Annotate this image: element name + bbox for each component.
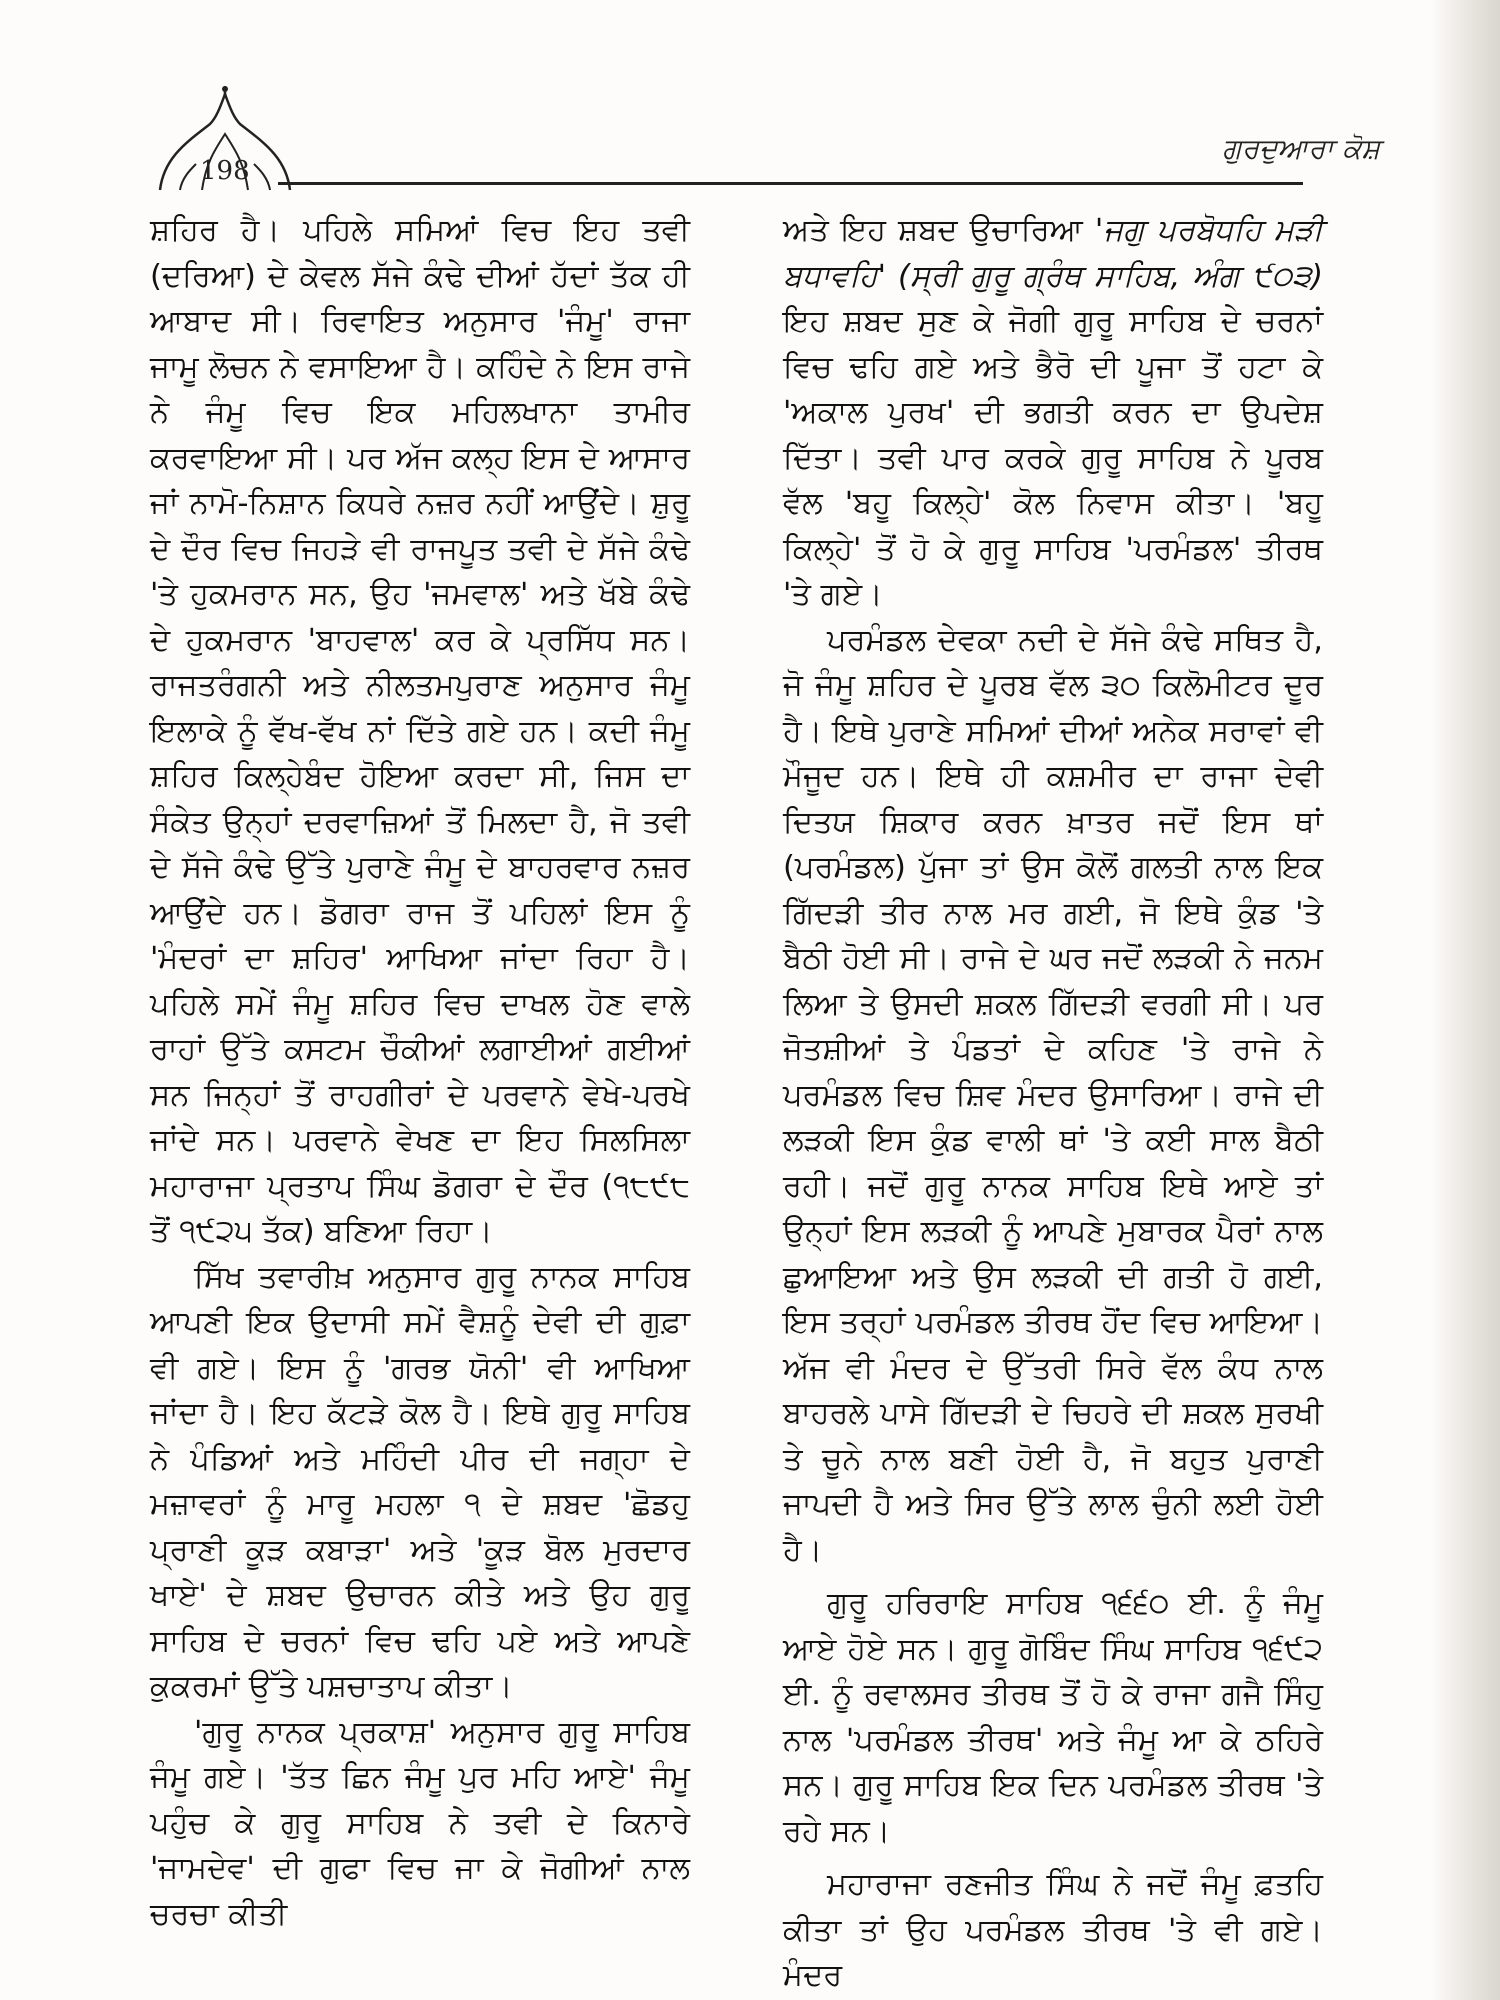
left-paragraph-3: 'ਗੁਰੂ ਨਾਨਕ ਪ੍ਰਕਾਸ਼' ਅਨੁਸਾਰ ਗੁਰੂ ਸਾਹਿਬ ਜੰਮੂ ਗਏ। 'ਤੱਤ ਛਿਨ ਜੰਮੂ ਪੁਰ ਮਹਿ ਆਏ' ਜੰਮੂ ਪਹੁੰਚ ਕੇ ਗੁਰੂ ਸਾਹਿਬ ਨੇ ਤਵੀ ਦੇ ਕਿਨਾਰੇ 'ਜਾਮਦੇਵ' ਦੀ ਗੁਫਾ ਵਿਚ ਜਾ ਕੇ ਜੋਗੀਆਂ ਨਾਲ ਚਰਚਾ ਕੀਤੀ [150,1714,690,1932]
running-head: ਗੁਰਦੁਆਰਾ ਕੋਸ਼ [1222,132,1380,165]
right-paragraph-3: ਗੁਰੂ ਹਰਿਰਾਇ ਸਾਹਿਬ ੧੬੬੦ ਈ. ਨੂੰ ਜੰਮੂ ਆਏ ਹੋਏ ਸਨ। ਗੁਰੂ ਗੋਬਿੰਦ ਸਿੰਘ ਸਾਹਿਬ ੧੬੯੨ ਈ. ਨੂੰ ਰਵਾਲਸਰ ਤੀਰਥ ਤੋਂ ਹੋ ਕੇ ਰਾਜਾ ਗਜੈ ਸਿੰਹੁ ਨਾਲ 'ਪਰਮੰਡਲ ਤੀਰਥ' ਅਤੇ ਜੰਮੂ ਆ ਕੇ ਠਹਿਰੇ ਸਨ। ਗੁਰੂ ਸਾਹਿਬ ਇਕ ਦਿਨ ਪਰਮੰਡਲ ਤੀਰਥ 'ਤੇ ਰਹੇ ਸਨ। [783,1586,1323,1849]
page-number: 198 [200,156,250,186]
left-column [150,208,690,1937]
right-paragraph-1-rest: ਇਹ ਸ਼ਬਦ ਸੁਣ ਕੇ ਜੋਗੀ ਗੁਰੂ ਸਾਹਿਬ ਦੇ ਚਰਨਾਂ ਵਿਚ ਢਹਿ ਗਏ ਅਤੇ ਭੈਰੋ ਦੀ ਪੂਜਾ ਤੋਂ ਹਟਾ ਕੇ 'ਅਕਾਲ ਪੁਰਖ' ਦੀ ਭਗਤੀ ਕਰਨ ਦਾ ਉਪਦੇਸ਼ ਦਿੱਤਾ। ਤਵੀ ਪਾਰ ਕਰਕੇ ਗੁਰੂ ਸਾਹਿਬ ਨੇ ਪੂਰਬ ਵੱਲ 'ਬਹੂ ਕਿਲ੍ਹੇ' ਕੋਲ ਨਿਵਾਸ ਕੀਤਾ। 'ਬਹੂ ਕਿਲ੍ਹੇ' ਤੋਂ ਹੋ ਕੇ ਗੁਰੂ ਸਾਹਿਬ 'ਪਰਮੰਡਲ' ਤੀਰਥ 'ਤੇ ਗਏ। [783,304,1323,612]
right-paragraph-4: ਮਹਾਰਾਜਾ ਰਣਜੀਤ ਸਿੰਘ ਨੇ ਜਦੋਂ ਜੰਮੂ ਫ਼ਤਹਿ ਕੀਤਾ ਤਾਂ ਉਹ ਪਰਮੰਡਲ ਤੀਰਥ 'ਤੇ ਵੀ ਗਏ। ਮੰਦਰ [783,1867,1323,1993]
right-paragraph-2: ਪਰਮੰਡਲ ਦੇਵਕਾ ਨਦੀ ਦੇ ਸੱਜੇ ਕੰਢੇ ਸਥਿਤ ਹੈ, ਜੋ ਜੰਮੂ ਸ਼ਹਿਰ ਦੇ ਪੂਰਬ ਵੱਲ ੩੦ ਕਿਲੋਮੀਟਰ ਦੂਰ ਹੈ। ਇਥੇ ਪੁਰਾਣੇ ਸਮਿਆਂ ਦੀਆਂ ਅਨੇਕ ਸਰਾਵਾਂ ਵੀ ਮੌਜੂਦ ਹਨ। ਇਥੇ ਹੀ ਕਸ਼ਮੀਰ ਦਾ ਰਾਜਾ ਦੇਵੀ ਦਿਤਯ ਸ਼ਿਕਾਰ ਕਰਨ ਖ਼ਾਤਰ ਜਦੋਂ ਇਸ ਥਾਂ (ਪਰਮੰਡਲ) ਪੁੱਜਾ ਤਾਂ ਉਸ ਕੋਲੋਂ ਗਲਤੀ ਨਾਲ ਇਕ ਗਿੱਦੜੀ ਤੀਰ ਨਾਲ ਮਰ ਗਈ, ਜੋ ਇਥੇ ਕੁੰਡ 'ਤੇ ਬੈਠੀ ਹੋਈ ਸੀ। ਰਾਜੇ ਦੇ ਘਰ ਜਦੋਂ ਲੜਕੀ ਨੇ ਜਨਮ ਲਿਆ ਤੇ ਉਸਦੀ ਸ਼ਕਲ ਗਿੱਦੜੀ ਵਰਗੀ ਸੀ। ਪਰ ਜੋਤਸ਼ੀਆਂ ਤੇ ਪੰਡਤਾਂ ਦੇ ਕਹਿਣ 'ਤੇ ਰਾਜੇ ਨੇ ਪਰਮੰਡਲ ਵਿਚ ਸ਼ਿਵ ਮੰਦਰ ਉਸਾਰਿਆ। ਰਾਜੇ ਦੀ ਲੜਕੀ ਇਸ ਕੁੰਡ ਵਾਲੀ ਥਾਂ 'ਤੇ ਕਈ ਸਾਲ ਬੈਠੀ ਰਹੀ। ਜਦੋਂ ਗੁਰੂ ਨਾਨਕ ਸਾਹਿਬ ਇਥੇ ਆਏ ਤਾਂ ਉਨ੍ਹਾਂ ਇਸ ਲੜਕੀ ਨੂੰ ਆਪਣੇ ਮੁਬਾਰਕ ਪੈਰਾਂ ਨਾਲ ਛੁਆਇਆ ਅਤੇ ਉਸ ਲੜਕੀ ਦੀ ਗਤੀ ਹੋ ਗਈ, ਇਸ ਤਰ੍ਹਾਂ ਪਰਮੰਡਲ ਤੀਰਥ ਹੋਂਦ ਵਿਚ ਆਇਆ। ਅੱਜ ਵੀ ਮੰਦਰ ਦੇ ਉੱਤਰੀ ਸਿਰੇ ਵੱਲ ਕੰਧ ਨਾਲ ਬਾਹਰਲੇ ਪਾਸੇ ਗਿੱਦੜੀ ਦੇ ਚਿਹਰੇ ਦੀ ਸ਼ਕਲ ਸੁਰਖੀ ਤੇ ਚੂਨੇ ਨਾਲ ਬਣੀ ਹੋਈ ਹੈ, ਜੋ ਬਹੁਤ ਪੁਰਾਣੀ ਜਾਪਦੀ ਹੈ ਅਤੇ ਸਿਰ ਉੱਤੇ ਲਾਲ ਚੁੰਨੀ ਲਈ ਹੋਈ ਹੈ। [783,622,1323,1568]
right-column [783,208,1323,1999]
left-paragraph-2: ਸਿੱਖ ਤਵਾਰੀਖ਼ ਅਨੁਸਾਰ ਗੁਰੂ ਨਾਨਕ ਸਾਹਿਬ ਆਪਣੀ ਇਕ ਉਦਾਸੀ ਸਮੇਂ ਵੈਸ਼ਨੂੰ ਦੇਵੀ ਦੀ ਗੁਫ਼ਾ ਵੀ ਗਏ। ਇਸ ਨੂੰ 'ਗਰਭ ਯੋਨੀ' ਵੀ ਆਖਿਆ ਜਾਂਦਾ ਹੈ। ਇਹ ਕੱਟੜੇ ਕੋਲ ਹੈ। ਇਥੇ ਗੁਰੂ ਸਾਹਿਬ ਨੇ ਪੰਡਿਆਂ ਅਤੇ ਮਹਿੰਦੀ ਪੀਰ ਦੀ ਜਗ੍ਹਾ ਦੇ ਮਜ਼ਾਵਰਾਂ ਨੂੰ ਮਾਰੂ ਮਹਲਾ ੧ ਦੇ ਸ਼ਬਦ 'ਛੋਡਹੁ ਪ੍ਰਾਣੀ ਕੂੜ ਕਬਾੜਾ' ਅਤੇ 'ਕੂੜ ਬੋਲ ਮੁਰਦਾਰ ਖਾਏ' ਦੇ ਸ਼ਬਦ ਉਚਾਰਨ ਕੀਤੇ ਅਤੇ ਉਹ ਗੁਰੂ ਸਾਹਿਬ ਦੇ ਚਰਨਾਂ ਵਿਚ ਢਹਿ ਪਏ ਅਤੇ ਆਪਣੇ ਕੁਕਰਮਾਂ ਉੱਤੇ ਪਸ਼ਚਾਤਾਪ ਕੀਤਾ। [150,1259,690,1704]
right-paragraph-1 [783,208,1323,618]
page-edge-shadow [1430,0,1500,2000]
page-header [150,86,1380,196]
scripture-quote: 'ਜਗੁ ਪਰਬੋਧਹਿ ਮੜੀ ਬਧਾਵਹਿ' (ਸ੍ਰੀ ਗੁਰੂ ਗ੍ਰੰਥ ਸਾਹਿਬ, ਅੰਗ ੯੦੩) [783,213,1323,294]
left-paragraph-1: ਸ਼ਹਿਰ ਹੈ। ਪਹਿਲੇ ਸਮਿਆਂ ਵਿਚ ਇਹ ਤਵੀ (ਦਰਿਆ) ਦੇ ਕੇਵਲ ਸੱਜੇ ਕੰਢੇ ਦੀਆਂ ਹੱਦਾਂ ਤੱਕ ਹੀ ਆਬਾਦ ਸੀ। ਰਿਵਾਇਤ ਅਨੁਸਾਰ 'ਜੰਮੂ' ਰਾਜਾ ਜਾਮੂ ਲੋਚਨ ਨੇ ਵਸਾਇਆ ਹੈ। ਕਹਿੰਦੇ ਨੇ ਇਸ ਰਾਜੇ ਨੇ ਜੰਮੂ ਵਿਚ ਇਕ ਮਹਿਲਖਾਨਾ ਤਾਮੀਰ ਕਰਵਾਇਆ ਸੀ। ਪਰ ਅੱਜ ਕਲ੍ਹ ਇਸ ਦੇ ਆਸਾਰ ਜਾਂ ਨਾਮੋ-ਨਿਸ਼ਾਨ ਕਿਧਰੇ ਨਜ਼ਰ ਨਹੀਂ ਆਉਂਦੇ। ਸ਼ੁਰੂ ਦੇ ਦੌਰ ਵਿਚ ਜਿਹੜੇ ਵੀ ਰਾਜਪੂਤ ਤਵੀ ਦੇ ਸੱਜੇ ਕੰਢੇ 'ਤੇ ਹੁਕਮਰਾਨ ਸਨ, ਉਹ 'ਜਮਵਾਲ' ਅਤੇ ਖੱਬੇ ਕੰਢੇ ਦੇ ਹੁਕਮਰਾਨ 'ਬਾਹਵਾਲ' ਕਰ ਕੇ ਪ੍ਰਸਿੱਧ ਸਨ। ਰਾਜਤਰੰਗਨੀ ਅਤੇ ਨੀਲਤਮਪੁਰਾਣ ਅਨੁਸਾਰ ਜੰਮੂ ਇਲਾਕੇ ਨੂੰ ਵੱਖ-ਵੱਖ ਨਾਂ ਦਿੱਤੇ ਗਏ ਹਨ। ਕਦੀ ਜੰਮੂ ਸ਼ਹਿਰ ਕਿਲ੍ਹੇਬੰਦ ਹੋਇਆ ਕਰਦਾ ਸੀ, ਜਿਸ ਦਾ ਸੰਕੇਤ ਉਨ੍ਹਾਂ ਦਰਵਾਜ਼ਿਆਂ ਤੋਂ ਮਿਲਦਾ ਹੈ, ਜੋ ਤਵੀ ਦੇ ਸੱਜੇ ਕੰਢੇ ਉੱਤੇ ਪੁਰਾਣੇ ਜੰਮੂ ਦੇ ਬਾਹਰਵਾਰ ਨਜ਼ਰ ਆਉਂਦੇ ਹਨ। ਡੋਗਰਾ ਰਾਜ ਤੋਂ ਪਹਿਲਾਂ ਇਸ ਨੂੰ 'ਮੰਦਰਾਂ ਦਾ ਸ਼ਹਿਰ' ਆਖਿਆ ਜਾਂਦਾ ਰਿਹਾ ਹੈ। ਪਹਿਲੇ ਸਮੇਂ ਜੰਮੂ ਸ਼ਹਿਰ ਵਿਚ ਦਾਖਲ ਹੋਣ ਵਾਲੇ ਰਾਹਾਂ ਉੱਤੇ ਕਸਟਮ ਚੌਕੀਆਂ ਲਗਾਈਆਂ ਗਈਆਂ ਸਨ ਜਿਨ੍ਹਾਂ ਤੋਂ ਰਾਹਗੀਰਾਂ ਦੇ ਪਰਵਾਨੇ ਵੇਖੇ-ਪਰਖੇ ਜਾਂਦੇ ਸਨ। ਪਰਵਾਨੇ ਵੇਖਣ ਦਾ ਇਹ ਸਿਲਸਿਲਾ ਮਹਾਰਾਜਾ ਪ੍ਰਤਾਪ ਸਿੰਘ ਡੋਗਰਾ ਦੇ ਦੌਰ (੧੮੯੮ ਤੋਂ ੧੯੨੫ ਤੱਕ) ਬਣਿਆ ਰਿਹਾ। [150,213,690,1249]
header-rule [278,182,1303,185]
right-paragraph-1-start: ਅਤੇ ਇਹ ਸ਼ਬਦ ਉਚਾਰਿਆ [783,213,1095,248]
